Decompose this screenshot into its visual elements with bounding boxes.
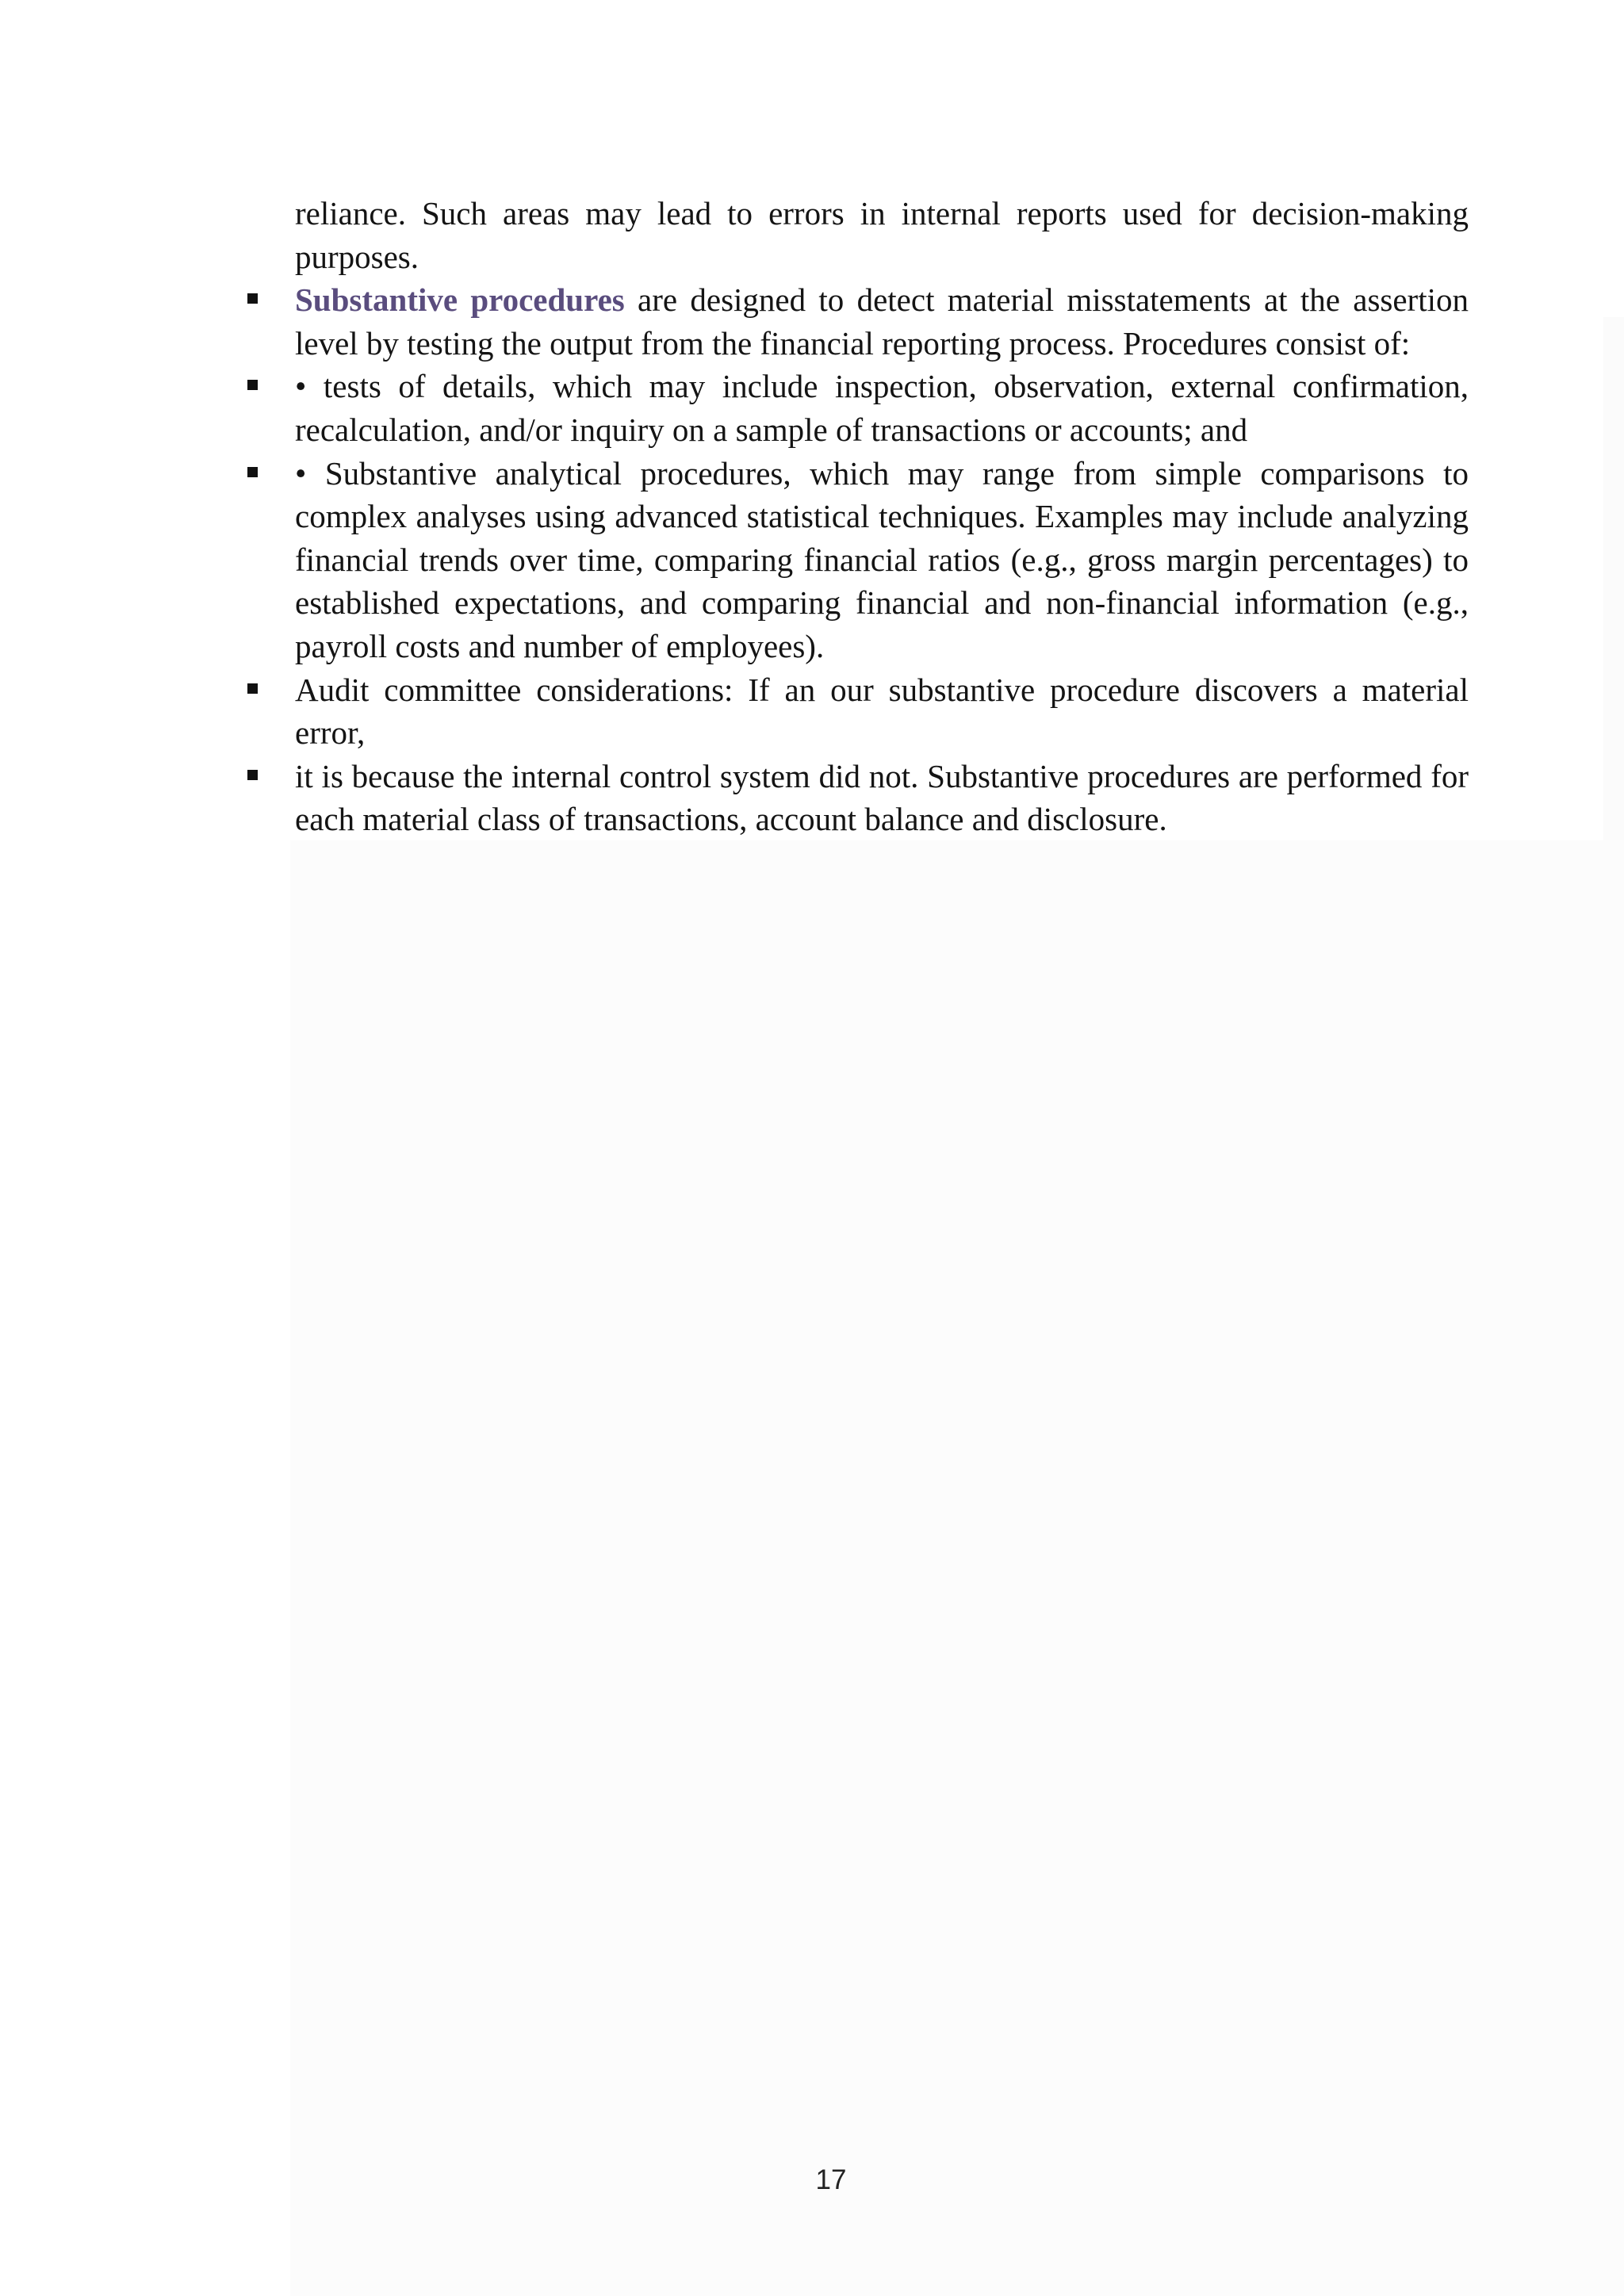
square-bullet-icon xyxy=(247,683,258,694)
highlighted-term: Substantive procedures xyxy=(295,281,625,319)
bullet-list xyxy=(295,278,1469,841)
list-item-text: it is because the internal control system did not. Substantive procedures are performed for each material class of transactions, account balance and disclosure. xyxy=(295,757,1469,838)
document-body xyxy=(295,192,1469,841)
list-item xyxy=(295,365,1469,451)
square-bullet-icon xyxy=(247,467,258,477)
list-item xyxy=(295,278,1469,365)
list-item-text xyxy=(295,278,1469,365)
list-item-text: • tests of details, which may include inspection, observation, external confirmation, recalculation, and/or inquiry on a sample of transactions or accounts; and xyxy=(295,368,1469,448)
page-shade xyxy=(290,840,1624,2296)
list-item-text: Audit committee considerations: If an our substantive procedure discovers a material error, xyxy=(295,671,1469,752)
list-item xyxy=(295,668,1469,755)
square-bullet-icon xyxy=(247,380,258,390)
list-item xyxy=(295,755,1469,841)
page-shade-edge xyxy=(1603,317,1624,840)
continuation-paragraph: reliance. Such areas may lead to errors in internal reports used for decision-making purposes. xyxy=(295,195,1469,275)
square-bullet-icon xyxy=(247,770,258,780)
page-number: 17 xyxy=(815,2164,847,2195)
list-item-body: are designed to detect material misstatements at the assertion level by testing the output from the financial reporting process. Procedures consist of: xyxy=(295,281,1469,362)
list-item-text: • Substantive analytical procedures, which may range from simple comparisons to complex analyses using advanced statistical techniques. Examples may include analyzing financial trends over time, comparing financial ratios (e.g., gross margin percentages) to established expectations, and comparing financial and non-financial information (e.g., payroll costs and number of employees). xyxy=(295,454,1469,664)
list-item xyxy=(295,452,1469,668)
square-bullet-icon xyxy=(247,293,258,304)
